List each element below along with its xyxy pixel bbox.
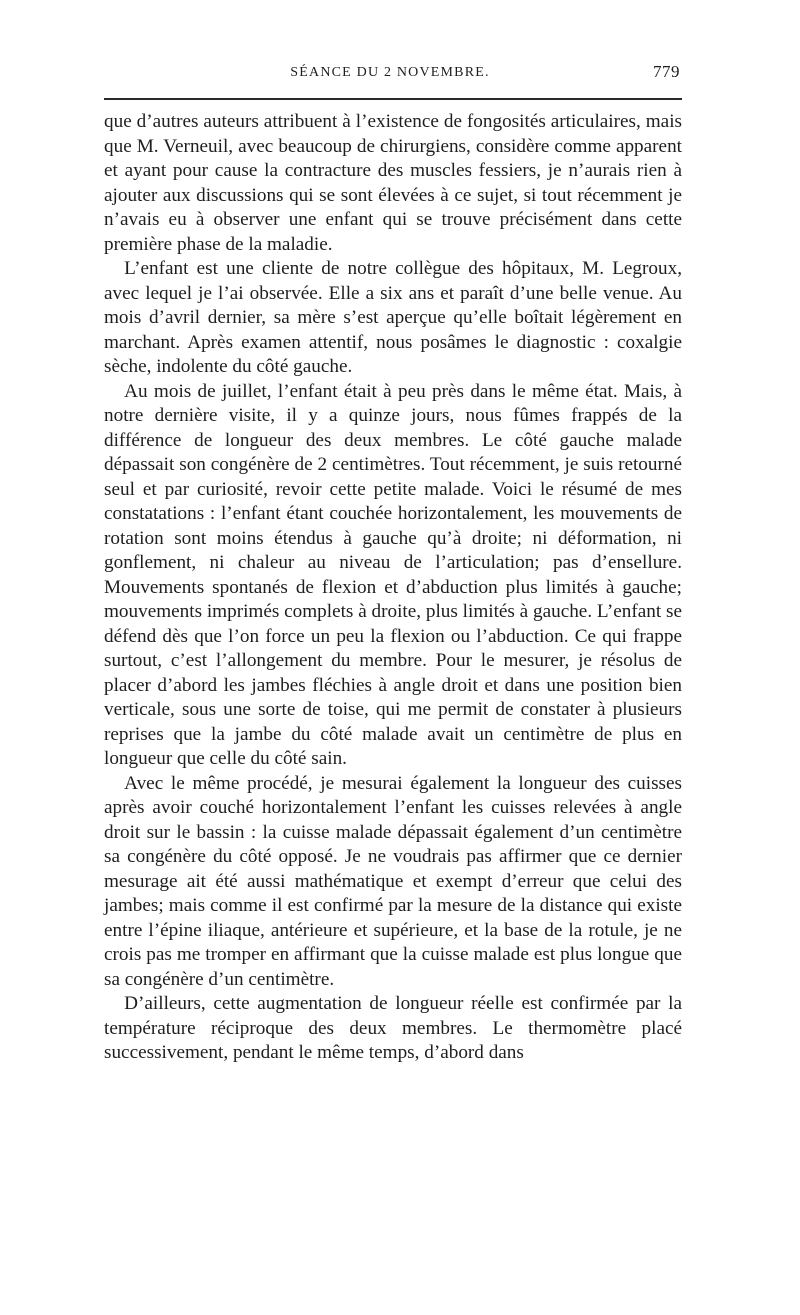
- paragraph-2: L’enfant est une cliente de notre collègue des hôpitaux, M. Legroux, avec lequel je l’ai observée. Elle a six ans et paraît d’une belle venue. Au mois d’avril dernier, sa mère s’est aperçue qu’elle boîtait légèrement en marchant. Après examen attentif, nous posâmes le diagnostic : coxalgie sèche, indolente du côté gauche.: [104, 258, 682, 377]
- body-text: [104, 110, 682, 1066]
- running-head: [100, 62, 680, 86]
- header-rule: [104, 98, 682, 100]
- paragraph-5: D’ailleurs, cette augmentation de longueur réelle est confirmée par la température réciproque des deux membres. Le thermomètre placé successivement, pendant le même temps, d’abord dans: [104, 993, 682, 1063]
- page-number: 779: [653, 62, 680, 81]
- paragraph-4: Avec le même procédé, je mesurai également la longueur des cuisses après avoir couché horizontalement l’enfant les cuisses relevées à angle droit sur le bassin : la cuisse malade dépassait également d’un centimètre sa congénère du côté opposé. Je ne voudrais pas affirmer que ce dernier mesurage ait été aussi mathématique et exempt d’erreur que celui des jambes; mais comme il est confirmé par la mesure de la distance qui existe entre l’épine iliaque, antérieure et supérieure, et la base de la rotule, je ne crois pas me tromper en affirmant que la cuisse malade est plus longue que sa congénère d’un centimètre.: [104, 772, 682, 990]
- paragraph-3: Au mois de juillet, l’enfant était à peu près dans le même état. Mais, à notre dernière visite, il y a quinze jours, nous fûmes frappés de la différence de longueur des deux membres. Le côté gauche malade dépassait son congénère de 2 centimètres. Tout récemment, je suis retourné seul et par curiosité, revoir cette petite malade. Voici le résumé de mes constatations : l’enfant étant couchée horizontalement, les mouvements de rotation sont moins étendus à gauche qu’à droite; ni déformation, ni gonflement, ni chaleur au niveau de l’articulation; pas d’ensellure. Mouvements spontanés de flexion et d’abduction plus limités à gauche; mouvements imprimés complets à droite, plus limités à gauche. L’enfant se défend dès que l’on force un peu la flexion ou l’abduction. Ce qui frappe surtout, c’est l’allongement du membre. Pour le mesurer, je résolus de placer d’abord les jambes fléchies à angle droit et dans une position bien verticale, sous une sorte de toise, qui me permit de constater à plusieurs reprises que la jambe du côté malade avait un centimètre de plus en longueur que celle du côté sain.: [104, 380, 682, 769]
- running-title: SÉANCE DU 2 NOVEMBRE.: [290, 65, 490, 80]
- paragraph-1: que d’autres auteurs attribuent à l’existence de fongosités articulaires, mais que M. Verneuil, avec beaucoup de chirurgiens, considère comme apparent et ayant pour cause la contracture des muscles fessiers, je n’aurais rien à ajouter aux discussions qui se sont élevées à ce sujet, si tout récemment je n’avais eu à observer une enfant qui se trouve précisément dans cette première phase de la maladie.: [104, 111, 682, 255]
